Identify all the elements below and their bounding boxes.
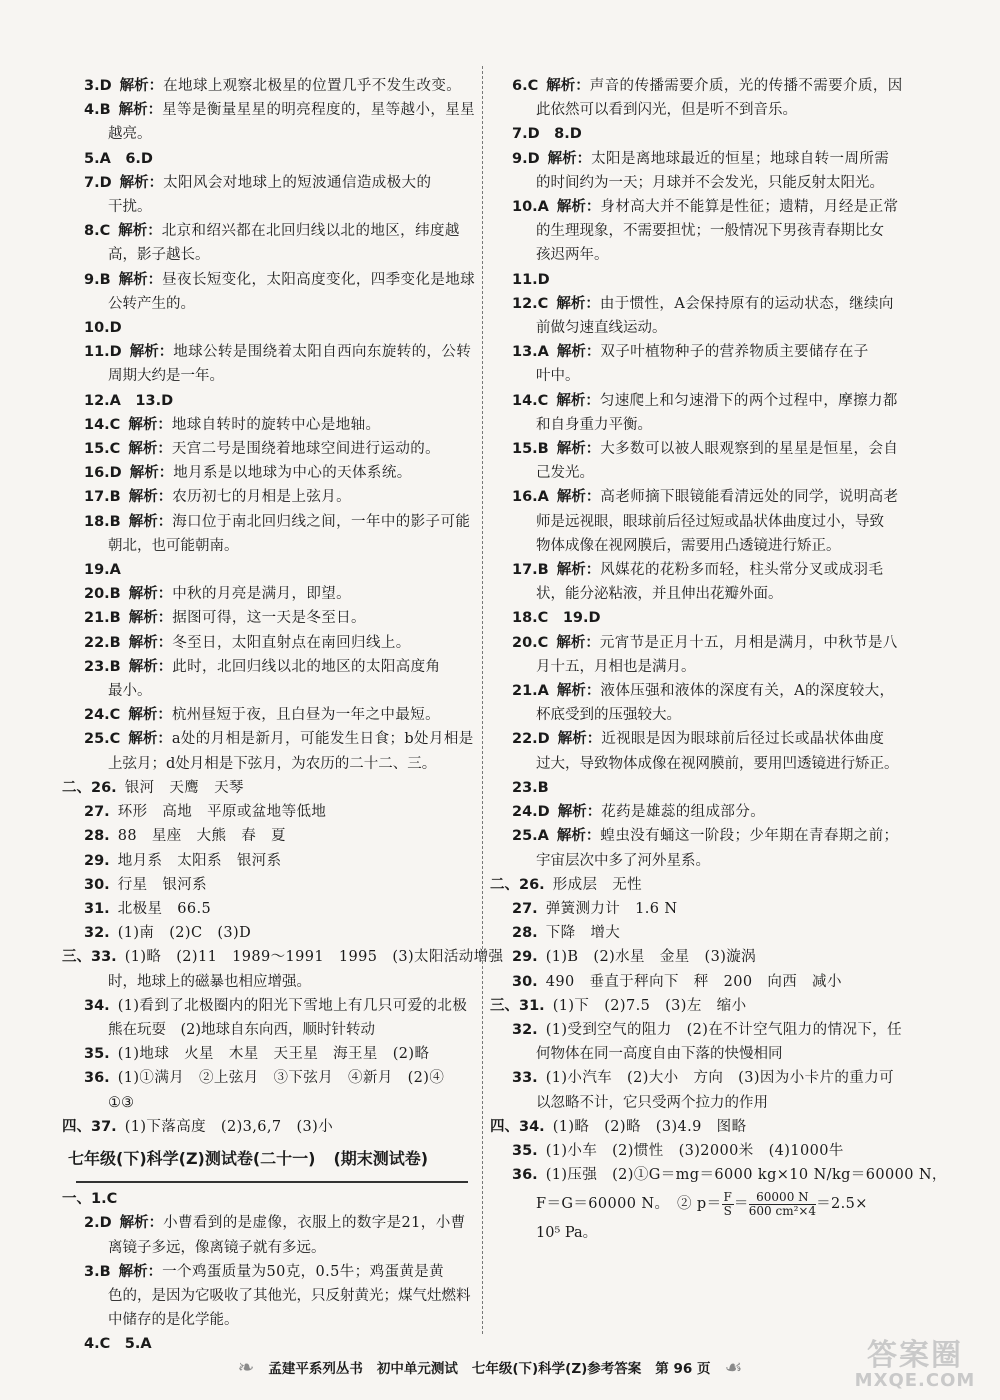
answer-number: 10.D [84,320,122,337]
answer-line [512,679,904,703]
answer-text: 农历初七的月相是上弦月。 [172,489,352,506]
analysis-label: 解析： [128,415,172,433]
answer-continuation: 以忽略不计，它只受两个拉力的作用 [536,1094,768,1111]
formula-line [512,1187,904,1221]
answer-number: 30. [84,876,110,893]
answer-text: (1)小车 (2)惯性 (3)2000米 (4)1000牛 [545,1142,844,1159]
answer-text: 490 垂直于秤向下 秤 200 向西 减小 [545,973,842,990]
analysis-label: 解析： [556,294,600,312]
analysis-label: 解析： [119,77,164,94]
answer-text: 蝗虫没有蛹这一阶段；少年期在青春期之前； [600,828,899,845]
answer-text: 小曹看到的是虚像，衣服上的数字是21，小曹 [163,1215,466,1232]
answer-line [512,485,904,509]
answer-line [512,389,904,413]
answer-number: 15.C [84,441,121,458]
answer-text: 在地球上观察北极星的位置几乎不发生改变。 [163,78,462,94]
answer-line [84,219,476,243]
answer-line [84,98,476,122]
answer-continuation: 最小。 [108,683,152,700]
left-column [62,74,504,1357]
answer-text: 风媒花的花粉多而轻，柱头常分叉或成羽毛 [600,562,884,579]
watermark-bottom-text: MXQE.COM [854,1370,976,1391]
answer-text: 北京和绍兴都在北回归线以北的地区，纬度越 [161,223,460,240]
answer-line [62,776,476,800]
analysis-label: 解析： [557,803,602,821]
answer-line [84,921,476,945]
answer-number: 22.B [84,634,121,651]
answer-line [84,147,476,171]
footer-right-ornament-icon: ☙ [724,1355,743,1379]
answer-text: 大多数可以被人眼观察到的星星是恒星，会自 [600,441,899,458]
answer-line [84,413,476,437]
answer-text: 声音的传播需要介质，光的传播不需要介质，因 [589,78,903,94]
analysis-label: 解析： [128,633,173,651]
answer-line [84,316,476,340]
page-footer [170,1350,810,1384]
answer-number: 29. [512,949,538,966]
answer-line [84,268,476,292]
answer-line [84,994,476,1018]
answer-line [84,582,476,606]
answer-continuation: 周期大约是一年。 [108,368,224,385]
answer-line [512,340,904,364]
answer-number: 33. [512,1070,538,1087]
answer-text: 银河 天鹰 天琴 [124,779,244,796]
answer-line [62,945,504,969]
answer-line [84,727,476,751]
answer-number: 11.D [84,344,122,361]
answer-number: 16.A [512,489,549,506]
analysis-label: 解析： [119,173,164,191]
answer-text: 冬至日，太阳直射点在南回归线上。 [172,634,411,651]
answer-number: 32. [84,925,110,942]
analysis-label: 解析： [556,343,601,361]
answer-text: (1)略 (2)略 (3)4.9 图略 [552,1118,747,1135]
footer-series: 孟建平系列丛书 [268,1361,363,1377]
answer-number: 35. [84,1046,110,1063]
answer-text: 由于惯性，A会保持原有的运动状态，继续向 [599,295,894,312]
answer-number: 8.C [84,223,111,240]
answer-line [512,945,904,969]
answer-line [84,1260,476,1284]
fraction-denominator: 600 cm²×4 [748,1203,817,1218]
answer-line [512,970,904,994]
answer-continuation: 孩迟两年。 [536,247,609,264]
answer-line [490,994,904,1018]
answer-continuation: 叶中。 [536,368,580,385]
answer-number: 一、1.C [62,1191,118,1208]
watermark-logo [840,1330,990,1392]
answer-text: 地球公转是围绕着太阳自西向东旋转的，公转 [173,344,472,361]
answer-number: 25.C [84,731,121,748]
answer-continuation: 离镜子多远，像离镜子就有多远。 [108,1239,326,1256]
answer-text: 昼夜长短变化，太阳高度变化，四季变化是地球 [162,271,476,288]
answer-number: 29. [84,852,110,869]
answer-line [512,727,904,751]
answer-continuation: 高，影子越长。 [108,247,210,264]
answer-line [84,340,476,364]
analysis-label: 解析： [129,343,174,361]
answer-line [84,849,476,873]
answer-number: 7.D 8.D [512,126,582,143]
answer-continuation: 公转产生的。 [108,295,195,312]
analysis-label: 解析： [557,730,602,748]
answer-continuation: 熊在玩耍 (2)地球自东向西，顺时针转动 [108,1021,376,1038]
answer-text: 88 星座 大熊 春 夏 [117,828,286,845]
analysis-label: 解析： [119,1214,164,1232]
answer-text: 北极星 66.5 [117,900,212,917]
analysis-label: 解析： [128,657,173,675]
answer-number: 2.D [84,1215,112,1232]
answer-number: 20.B [84,586,121,603]
fraction-numerator: 60000 N [749,1191,816,1205]
answer-line [512,147,904,171]
answer-line [512,606,904,630]
answer-text: 杭州昼短于夜，且白昼为一年之中最短。 [171,707,441,724]
answer-number: 20.C [512,634,549,651]
answer-continuation: 的生理现象，不需要担忧；一般情况下男孩青春期比女 [536,223,884,240]
answer-line [84,703,476,727]
answer-text: 一个鸡蛋质量为50克，0.5牛；鸡蛋黄是黄 [162,1263,445,1280]
answer-line [512,1139,904,1163]
footer-left-ornament-icon: ❧ [237,1355,255,1379]
answer-number: 24.D [512,804,550,821]
answer-number: 12.C [512,295,549,312]
analysis-label: 解析： [129,464,174,482]
answer-continuation: 何物体在同一高度自由下落的快慢相同 [536,1046,783,1063]
answer-text: 匀速爬上和匀速滑下的两个过程中，摩擦力都 [599,392,898,409]
answer-line [84,558,476,582]
answer-number: 三、33. [62,949,117,966]
answer-text: (1)受到空气的阻力 (2)在不计空气阻力的情况下，任 [545,1021,903,1038]
answer-number: 18.B [84,513,121,530]
answer-continuation: 师是远视眼，眼球前后径过短或晶状体曲度过小，导致 [536,513,884,530]
answer-text: 高老师摘下眼镜能看清远处的同学，说明高老 [600,489,899,506]
answer-line [84,461,476,485]
answer-number: 22.D [512,731,550,748]
answer-number: 27. [84,804,110,821]
answer-number: 9.B [84,271,111,288]
answer-number: 10.A [512,199,549,216]
answer-continuation: 的时间约为一天；月球并不会发光，只能反射太阳光。 [536,174,884,191]
answer-text: 弹簧测力计 1.6 N [545,900,678,917]
answer-line [512,437,904,461]
answer-line [512,268,904,292]
answer-line [512,921,904,945]
answer-line [84,389,476,413]
footer-book: 初中单元测试 [376,1361,458,1377]
answer-number: 23.B [512,779,549,796]
analysis-label: 解析： [118,1262,163,1280]
answer-number: 18.C 19.D [512,610,601,627]
answer-continuation: 杯底受到的压强较大。 [536,707,681,724]
answer-line [62,1115,476,1139]
answer-line [490,1115,904,1139]
analysis-label: 解析： [128,488,173,506]
answer-line [84,1042,476,1066]
answer-text: 行星 银河系 [117,876,208,893]
answer-number: 4.C 5.A [84,1336,152,1353]
answer-text: 太阳是离地球最近的恒星；地球自转一周所需 [591,150,890,167]
answer-line [512,195,904,219]
analysis-label: 解析： [118,270,163,288]
answer-number: 25.A [512,828,549,845]
analysis-label: 解析： [556,827,601,845]
answer-number: 15.B [512,441,549,458]
answer-number: 35. [512,1142,538,1159]
fraction-denominator: S [723,1203,732,1218]
answer-line [84,510,476,534]
answer-number: 31. [84,900,110,917]
answer-number: 24.C [84,707,121,724]
answer-text: (1)下 (2)7.5 (3)左 缩小 [552,997,747,1014]
answer-text: 星等是衡量星星的明亮程度的，星等越小，星星 [162,102,476,119]
answer-continuation: 色的，是因为它吸收了其他光，只反射黄光；煤气灶燃料 [108,1287,471,1304]
answer-number: 36. [512,1167,538,1184]
footer-page: 第 96 页 [655,1361,711,1377]
answer-text: 据图可得，这一天是冬至日。 [172,610,366,627]
section-title-main: 七年级(下)科学(Z)测试卷(二十一) [68,1148,316,1168]
answer-text: 花药是雄蕊的组成部分。 [601,804,766,821]
formula-result: ＝2.5× [816,1196,868,1213]
answer-text: (1)看到了北极圈内的阳光下雪地上有几只可爱的北极 [117,997,468,1014]
analysis-label: 解析： [118,222,162,240]
answer-number: 14.C [512,392,549,409]
answer-number: 12.A 13.D [84,392,174,409]
answer-number: 19.A [84,562,121,579]
answer-continuation: 物体成像在视网膜后，需要用凸透镜进行矫正。 [536,537,841,554]
analysis-label: 解析： [118,101,163,119]
analysis-label: 解析： [128,609,173,627]
answer-line [84,800,476,824]
answer-text: a处的月相是新月，可能发生日食；b处月相是 [171,731,474,748]
analysis-label: 解析： [556,682,601,700]
answer-number: 17.B [84,489,121,506]
analysis-label: 解析： [128,706,172,724]
answer-text: 地月系 太阳系 银河系 [117,852,282,869]
answer-number: 9.D [512,150,540,167]
section-title [68,1145,428,1175]
answer-text: 环形 高地 平原或盆地等低地 [117,804,327,821]
answer-line [84,873,476,897]
answer-number: 二、26. [62,779,117,796]
answer-line [84,655,476,679]
answer-line [512,800,904,824]
analysis-label: 解析： [556,198,601,216]
answer-number: 36. [84,1070,110,1087]
answer-continuation: 上弦月；d处月相是下弦月，为农历的二十二、三。 [108,755,437,772]
answer-line [84,437,476,461]
answer-text: 天宫二号是围绕着地球空间进行运动的。 [171,441,441,458]
right-column [490,74,947,1246]
answer-number: 3.D [84,78,112,94]
answer-line [84,897,476,921]
answer-continuation: 中储存的是化学能。 [108,1312,239,1329]
answer-line [512,631,904,655]
answer-line [512,824,904,848]
answer-continuation: 月十五，月相也是满月。 [536,658,696,675]
analysis-label: 解析： [556,561,601,579]
answer-line [512,1066,904,1090]
answer-number: 14.C [84,416,121,433]
answer-text: 双子叶植物种子的营养物质主要储存在子 [600,344,869,361]
analysis-label: 解析： [128,730,172,748]
answer-number: 13.A [512,344,549,361]
answer-continuation: 前做匀速直线运动。 [536,320,667,337]
answer-line [84,74,476,98]
answer-number: 21.B [84,610,121,627]
answer-text: 中秋的月亮是满月，即望。 [172,586,352,603]
answer-continuation: 干扰。 [108,199,152,216]
answer-text: 地球自转时的旋转中心是地轴。 [171,416,381,433]
analysis-label: 解析： [556,440,601,458]
answer-text: 身材高大并不能算是性征；遗精，月经是正常 [600,199,899,216]
formula-unit-line: 10⁵ Pa。 [536,1225,598,1242]
column-divider [482,66,483,1334]
answer-number: 二、26. [490,876,545,893]
answer-continuation: 越亮。 [108,126,152,143]
answer-continuation: 此依然可以看到闪光，但是听不到音乐。 [536,102,797,119]
answer-number: 27. [512,900,538,917]
answer-line [512,1018,904,1042]
answer-continuation: 朝北，也可能朝南。 [108,537,239,554]
answer-continuation: 状，能分泌粘液，并且伸出花瓣外面。 [536,586,783,603]
answer-number: 32. [512,1021,538,1038]
answer-line [512,897,904,921]
answer-text: (1)B (2)水星 金星 (3)漩涡 [545,949,757,966]
answer-number: 三、31. [490,997,545,1014]
answer-text: 近视眼是因为眼球前后径过长或晶状体曲度 [601,731,885,748]
fraction-force-area [722,1191,734,1218]
section-title-wrap [68,1139,468,1183]
answer-text: 太阳风会对地球上的短波通信造成极大的 [163,174,432,191]
answer-line [512,776,904,800]
answer-number: 四、34. [490,1118,545,1135]
answer-line [84,631,476,655]
answer-text: 地月系是以地球为中心的天体系统。 [173,465,412,482]
answer-line [512,292,904,316]
answer-continuation: 己发光。 [536,465,594,482]
answer-text: (1)地球 火星 木星 天王星 海王星 (2)略 [117,1046,430,1063]
answer-text: (1)小汽车 (2)大小 方向 (3)因为小卡片的重力可 [545,1070,895,1087]
formula-text: F＝G＝60000 N。 ② p＝ [536,1196,722,1213]
analysis-label: 解析： [556,391,600,409]
answer-line [512,74,904,98]
answer-number: 17.B [512,562,549,579]
answer-text: 下降 增大 [545,925,621,942]
answer-number: 7.D [84,174,112,191]
answer-text: 形成层 无性 [552,876,643,893]
answer-number: 16.D [84,465,122,482]
answer-text: 海口位于南北回归线之间，一年中的影子可能 [172,513,471,530]
answer-line [84,824,476,848]
answer-text: 此时，北回归线以北的地区的太阳高度角 [172,658,441,675]
answer-line [62,1187,476,1211]
analysis-label: 解析： [556,488,601,506]
section-title-sub: (期末测试卷) [333,1148,429,1168]
answer-number: 21.A [512,683,549,700]
answer-number: 3.B [84,1263,111,1280]
answer-line [84,485,476,509]
answer-text: 液体压强和液体的深度有关，A的深度较大， [600,683,895,700]
answer-number: 4.B [84,102,111,119]
answer-line [84,1066,476,1090]
answer-text: 元宵节是正月十五，月相是满月，中秋节是八 [599,634,898,651]
answer-number: 11.D [512,271,550,288]
answer-line [84,1211,476,1235]
answer-line [490,873,904,897]
analysis-label: 解析： [128,585,173,603]
answer-continuation: 时，地球上的磁暴也相应增强。 [108,973,311,990]
formula-equals: ＝ [733,1196,749,1213]
fraction-values [749,1191,816,1218]
answer-continuation: 宇宙层次中多了河外星系。 [536,852,710,869]
answer-text: (1)略 (2)11 1989～1991 1995 (3)太阳活动增强 [124,949,504,966]
fraction-numerator: F [723,1189,732,1204]
answer-number: 23.B [84,658,121,675]
analysis-label: 解析： [128,512,173,530]
answer-line [512,1163,947,1187]
watermark-top-text: 答案圈 [867,1338,963,1373]
answer-number: 6.C [512,78,539,94]
answer-number: 30. [512,973,538,990]
answer-text: (1)南 (2)C (3)D [117,925,252,942]
answer-number: 28. [84,828,110,845]
analysis-label: 解析： [556,633,600,651]
answer-line [512,122,904,146]
answer-continuation: ①③ [108,1094,134,1111]
answer-continuation: 和自身重力平衡。 [536,416,652,433]
answer-number: 28. [512,925,538,942]
analysis-label: 解析： [547,149,592,167]
answer-text: (1)下落高度 (2)3,6,7 (3)小 [124,1118,334,1135]
answer-continuation: 过大，导致物体成像在视网膜前，要用凹透镜进行矫正。 [536,755,899,772]
analysis-label: 解析： [546,77,590,94]
answer-number: 四、37. [62,1118,117,1135]
answer-line [84,606,476,630]
answer-number: 34. [84,997,110,1014]
answer-text: (1)①满月 ②上弦月 ③下弦月 ④新月 (2)④ [117,1070,445,1087]
answer-line [512,558,904,582]
answer-text: (1)压强 (2)①G＝mg＝6000 kg×10 N/kg＝60000 N， [545,1167,947,1184]
answer-number: 5.A 6.D [84,150,153,167]
answer-line [84,171,476,195]
footer-title: 七年级(下)科学(Z)参考答案 [471,1361,642,1377]
analysis-label: 解析： [128,440,172,458]
